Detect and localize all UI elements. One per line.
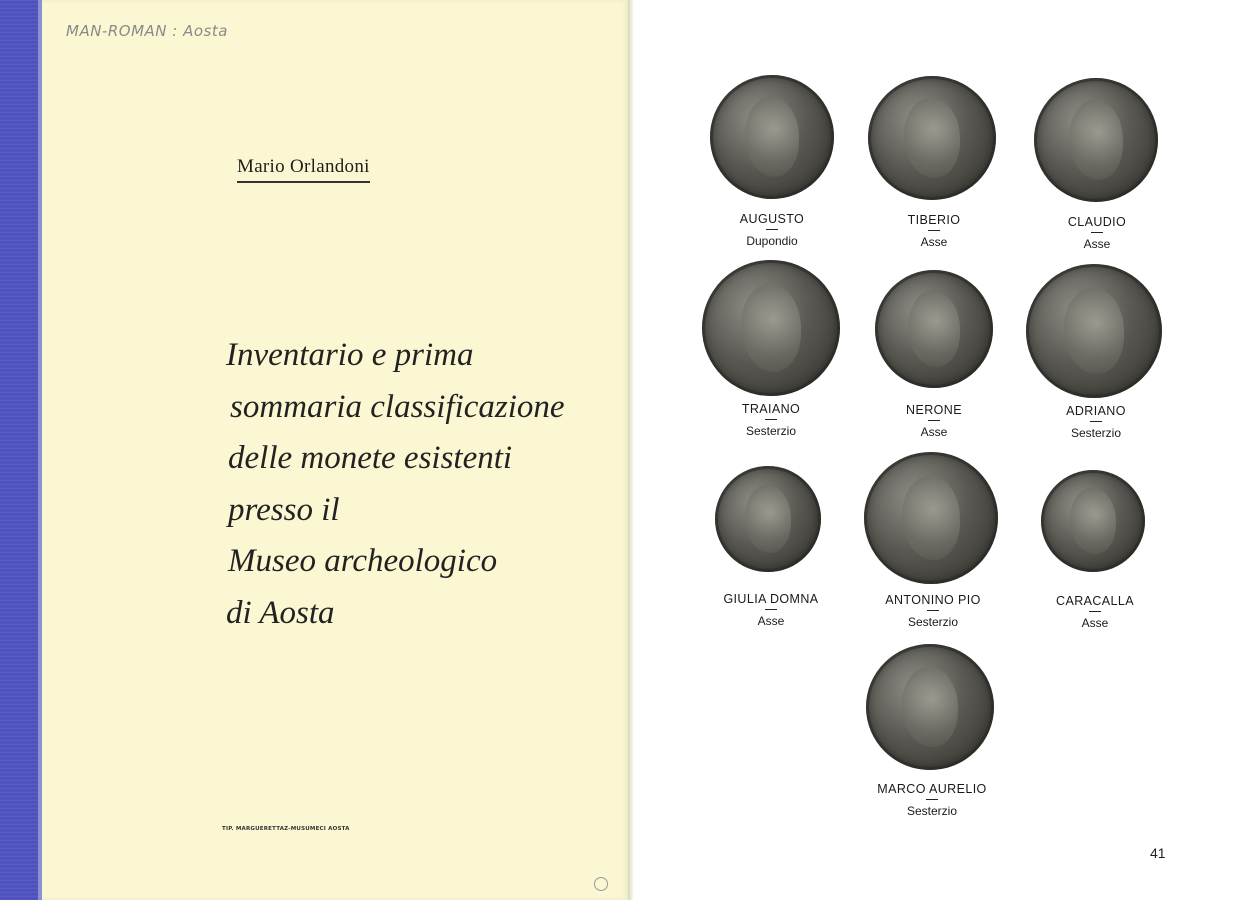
coin-label xyxy=(862,782,1002,818)
coin-denomination: Asse xyxy=(1083,237,1111,251)
coin-label xyxy=(701,402,841,438)
coin-tiberio xyxy=(868,76,996,200)
dash-divider xyxy=(1090,421,1102,422)
dash-divider xyxy=(926,799,938,800)
printer-imprint: TIP. MARGUERETTAZ-MUSUMECI AOSTA xyxy=(222,826,350,832)
dash-divider xyxy=(928,420,940,421)
coin-label xyxy=(701,592,841,628)
book-spine xyxy=(0,0,42,900)
dash-divider xyxy=(927,610,939,611)
coin-name: ANTONINO PIO xyxy=(885,593,981,607)
coin-antonino-pio xyxy=(864,452,998,584)
dash-divider xyxy=(1089,611,1101,612)
coin-adriano xyxy=(1026,264,1162,398)
coin-denomination: Sesterzio xyxy=(906,804,958,818)
coin-name: CARACALLA xyxy=(1056,594,1134,608)
coin-label xyxy=(1026,404,1166,440)
coin-denomination: Sesterzio xyxy=(1070,426,1122,440)
coin-name: TRAIANO xyxy=(741,402,801,416)
coin-name: AUGUSTO xyxy=(739,212,805,226)
coin-label xyxy=(702,212,842,248)
title-line: presso il xyxy=(228,491,340,528)
dash-divider xyxy=(928,230,940,231)
book-title xyxy=(226,330,606,639)
coin-augusto xyxy=(710,75,834,199)
coin-label xyxy=(863,593,1003,629)
dash-divider xyxy=(1091,232,1103,233)
coin-giulia-domna xyxy=(715,466,821,572)
dash-divider xyxy=(765,419,777,420)
coin-marco-aurelio xyxy=(866,644,994,770)
title-line: Inventario e prima xyxy=(226,337,474,373)
coin-name: ADRIANO xyxy=(1066,404,1126,418)
coin-name: CLAUDIO xyxy=(1067,215,1127,229)
coin-denomination: Dupondio xyxy=(746,234,798,248)
pencil-note: MAN-ROMAN : Aosta xyxy=(66,22,228,40)
title-line: di Aosta xyxy=(226,594,335,631)
coin-label xyxy=(864,403,1004,439)
title-line: Museo archeologico xyxy=(228,543,498,579)
coin-denomination: Asse xyxy=(757,614,785,628)
title-line: sommaria classificazione xyxy=(230,388,565,425)
coin-name: TIBERIO xyxy=(907,213,961,227)
stamp-mark xyxy=(594,877,608,891)
coin-nerone xyxy=(875,270,993,388)
author-name: Mario Orlandoni xyxy=(237,156,370,183)
coin-label xyxy=(1027,215,1167,251)
coin-denomination: Sesterzio xyxy=(907,615,959,629)
coin-caracalla xyxy=(1041,470,1145,572)
coin-denomination: Asse xyxy=(920,235,948,249)
dash-divider xyxy=(766,229,778,230)
coin-label xyxy=(864,213,1004,249)
coin-traiano xyxy=(702,260,840,396)
coin-denomination: Sesterzio xyxy=(745,424,797,438)
page-number: 41 xyxy=(1150,845,1166,861)
coin-name: GIULIA DOMNA xyxy=(723,592,819,606)
coin-name: MARCO AURELIO xyxy=(877,782,987,796)
coin-name: NERONE xyxy=(906,403,962,417)
coin-denomination: Asse xyxy=(1081,616,1109,630)
coin-label xyxy=(1025,594,1165,630)
title-line: delle monete esistenti xyxy=(228,440,513,476)
coin-denomination: Asse xyxy=(920,425,948,439)
dash-divider xyxy=(765,609,777,610)
coin-claudio xyxy=(1034,78,1158,202)
